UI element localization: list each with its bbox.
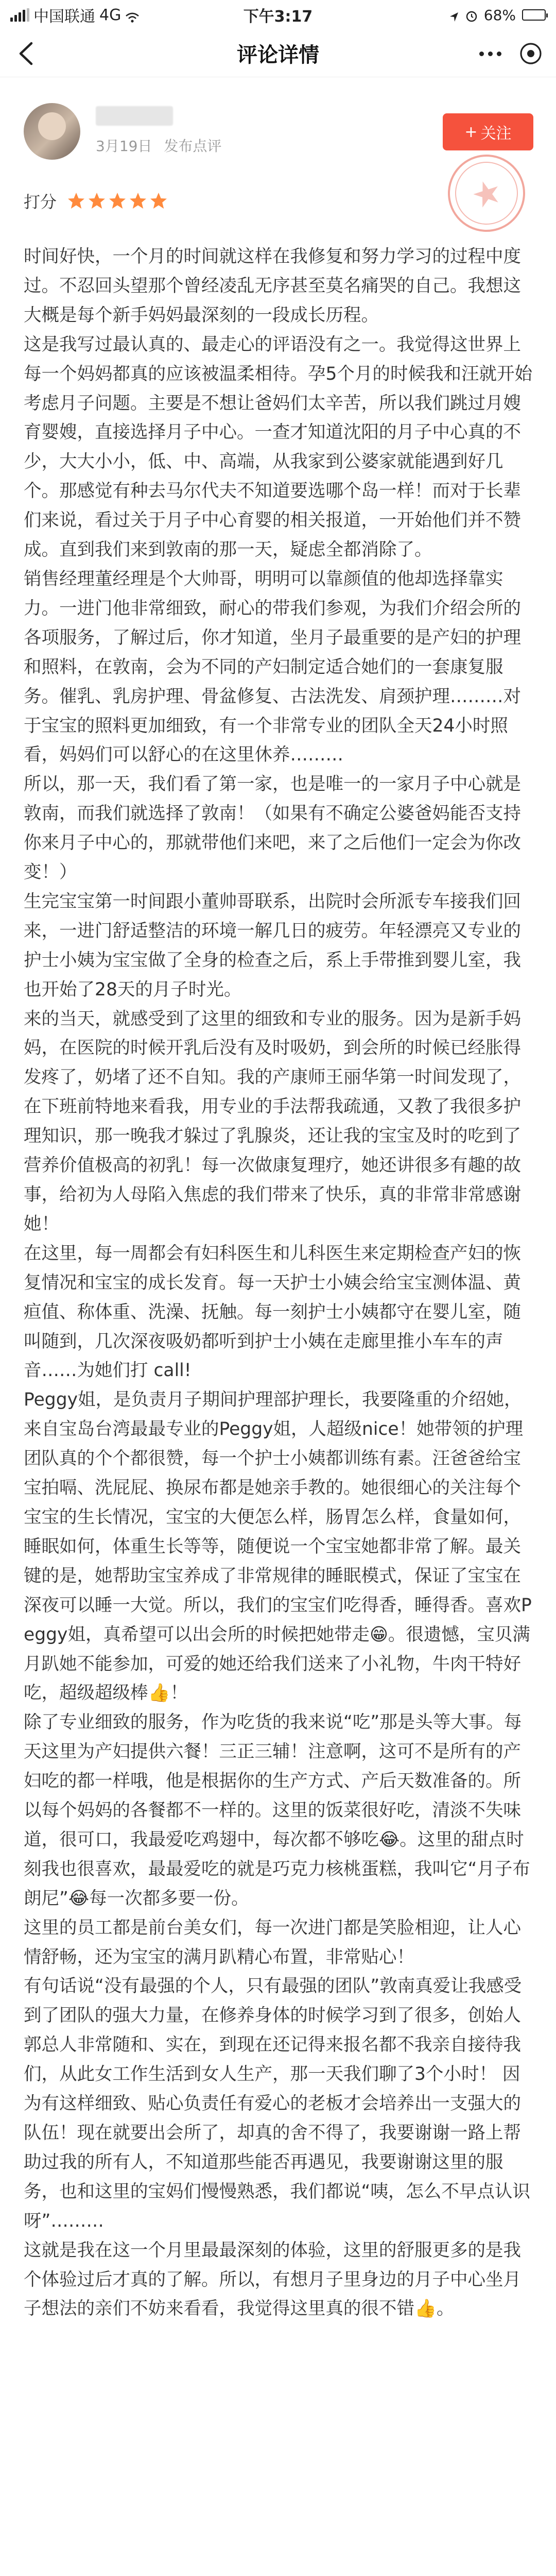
review-paragraph: 生完宝宝第一时间跟小董帅哥联系，出院时会所派专车接我们回来，一进门舒适整洁的环境一解几日的疲劳。年轻漂亮又专业的护士小姨为宝宝做了全身的检查之后，系上手带推到婴儿室，我也开始了28天的月子时光。	[24, 891, 521, 1000]
follow-button[interactable]	[443, 113, 533, 150]
network-label: 4G	[99, 6, 121, 24]
back-button[interactable]	[13, 41, 38, 66]
star-icon	[149, 192, 168, 210]
review-paragraph: 在这里，每一周都会有妇科医生和儿科医生来定期检查产妇的恢复情况和宝宝的成长发育。每一天护士小姨会给宝宝测体温、黄疸值、称体重、洗澡、抚触。每一刻护士小姨都守在婴儿室，随叫随到，几次深夜吸奶都听到护士小姨在走廊里推小车车的声音……为她们打 call!	[24, 1243, 521, 1381]
rating-stars	[67, 192, 168, 210]
nav-actions	[479, 41, 543, 66]
page-title: 评论详情	[237, 43, 319, 67]
review-paragraph: 这就是我在这一个月里最最深刻的体验，这里的舒服更多的是我个体验过后才真的了解。所以，有想月子里身边的月子中心坐月子想法的亲们不妨来看看，我觉得这里真的很不错👍。	[24, 2240, 521, 2319]
review-paragraph: 来的当天，就感受到了这里的细致和专业的服务。因为是新手妈妈，在医院的时候开乳后没有及时吸奶，到会所的时候已经胀得发疼了，奶堵了还不自知。我的产康师王丽华第一时间发现了，在下班前特地来看我，用专业的手法帮我疏通，又教了我很多护理知识，那一晚我才躲过了乳腺炎，还让我的宝宝及时的吃到了营养价值极高的初乳！每一次做康复理疗，她还讲很多有趣的故事，给初为人母陷入焦虑的我们带来了快乐，真的非常非常感谢她！	[24, 1008, 521, 1234]
rating-row	[24, 185, 168, 216]
review-body	[24, 242, 533, 2324]
status-time: 下午3:17	[243, 8, 313, 26]
author-name-blurred[interactable]	[96, 106, 173, 126]
chevron-left-icon	[18, 42, 33, 65]
more-button[interactable]	[479, 52, 501, 56]
target-icon	[519, 42, 543, 65]
battery-percent: 68%	[483, 6, 516, 24]
plus-icon: +	[464, 123, 478, 141]
review-paragraph: 时间好快，一个月的时间就这样在我修复和努力学习的过程中度过。不忍回头望那个曾经凌乱无序甚至莫名痛哭的自己。我想这大概是每个新手妈妈最深刻的一段成长历程。	[24, 246, 521, 326]
post-action: 发布点评	[164, 138, 222, 155]
star-icon	[88, 192, 106, 210]
star-icon	[108, 192, 127, 210]
author-block	[24, 103, 533, 165]
location-icon	[449, 9, 459, 21]
more-dots-icon	[479, 52, 501, 56]
follow-label: 关注	[480, 125, 512, 143]
review-paragraph: 这里的员工都是前台美女们，每一次进门都是笑脸相迎，让人心情舒畅，还为宝宝的满月趴精心布置，非常贴心！	[24, 1917, 521, 1968]
review-paragraph: 所以，那一天，我们看了第一家，也是唯一的一家月子中心就是敦南，而我们就选择了敦南！（如果有不确定公婆爸妈能否支持你来月子中心的，那就带他们来吧，来了之后他们一定会为你改变！）	[24, 774, 521, 883]
carrier-label: 中国联通	[33, 8, 95, 26]
review-paragraph: 有句话说“没有最强的个人，只有最强的团队”敦南真爱让我感受到了团队的强大力量，在修养身体的时候学习到了很多，创始人郭总人非常随和、实在，到现在还记得来报名都不我亲自接待我们，从此女工作生活到女人生产，那一天我们聊了3个小时！ 因为有这样细致、贴心负责任有爱心的老板才会培养出一支强大的队伍！现在就要出会所了，却真的舍不得了，我要谢谢一路上帮助过我的所有人，不知道那些能否再遇见，我要谢谢这里的服务，也和这里的宝妈们慢慢熟悉，我们都说“咦，怎么不早点认识呀”………	[24, 1976, 530, 2231]
review-paragraph: 这是我写过最认真的、最走心的评语没有之一。我觉得这世界上每一个妈妈都真的应该被温柔相待。孕5个月的时候我和汪就开始考虑月子问题。主要是不想让爸妈们太辛苦，所以我们跳过月嫂育婴嫂，直接选择月子中心。一查才知道沈阳的月子中心真的不少，大大小小，低、中、高端，从我家到公婆家就能遇到好几个。那感觉有种去马尔代夫不知道要选哪个岛一样！而对于长辈们来说，看过关于月子中心育婴的相关报道，一开始他们并不赞成。直到我们来到敦南的那一天，疑虑全都消除了。	[24, 334, 532, 561]
post-date: 3月19日	[96, 138, 152, 155]
avatar[interactable]	[24, 103, 80, 160]
target-button[interactable]	[519, 42, 543, 65]
rating-label: 打分	[24, 192, 57, 212]
status-bar	[0, 0, 556, 30]
review-paragraph: Peggy姐，是负责月子期间护理部护理长，我要隆重的介绍她，来自宝岛台湾最最专业的Peggy姐，人超级nice！她带领的护理团队真的个个都很赞，每一个护士小姨都训练有素。汪爸爸给宝宝拍嗝、洗屁屁、换尿布都是她亲手教的。她很细心的关注每个宝宝的生长情况，宝宝的大便怎么样，肠胃怎么样，食量如何，睡眠如何，体重生长等等，随便说一个宝宝她都非常了解。最关键的是，她帮助宝宝养成了非常规律的睡眠模式，保证了宝宝在深夜可以睡一大觉。所以，我们的宝宝们吃得香，睡得香。喜欢Peggy姐，真希望可以出会所的时候把她带走😁。很遗憾，宝贝满月趴她不能参加，可爱的她还给我们送来了小礼物，牛肉干特好吃，超级超级棒👍！	[24, 1389, 532, 1704]
review-paragraph: 销售经理董经理是个大帅哥，明明可以靠颜值的他却选择靠实力。一进门他非常细致，耐心的带我们参观，为我们介绍会所的各项服务，了解过后，你才知道，坐月子最重要的是产妇的护理和照料，在敦南，会为不同的产妇制定适合她们的一套康复服务。催乳、乳房护理、骨盆修复、古法洗发、肩颈护理………对于宝宝的照料更加细致，有一个非常专业的团队全天24小时照看，妈妈们可以舒心的在这里休养………	[24, 568, 521, 766]
star-icon	[67, 192, 85, 210]
nav-bar	[0, 30, 556, 77]
status-right	[360, 7, 546, 24]
status-left	[10, 4, 196, 26]
signal-icon	[10, 8, 29, 22]
battery-icon	[522, 9, 546, 21]
alarm-icon	[465, 9, 478, 21]
star-icon	[129, 192, 147, 210]
stamp-star-icon	[467, 174, 506, 213]
wifi-icon	[125, 9, 140, 21]
review-paragraph: 除了专业细致的服务，作为吃货的我来说“吃”那是头等大事。每天这里为产妇提供六餐！三正三辅！注意啊，这可不是所有的产妇吃的都一样哦，他是根据你的生产方式、产后天数准备的。所以每个妈妈的各餐都不一样的。这里的饭菜很好吃，清淡不失味道，很可口，我最爱吃鸡翅中，每次都不够吃😂。这里的甜点时刻我也很喜欢，最最爱吃的就是巧克力核桃蛋糕，我叫它“月子布朗尼”😂每一次都多要一份。	[24, 1712, 530, 1909]
post-meta	[96, 135, 221, 156]
